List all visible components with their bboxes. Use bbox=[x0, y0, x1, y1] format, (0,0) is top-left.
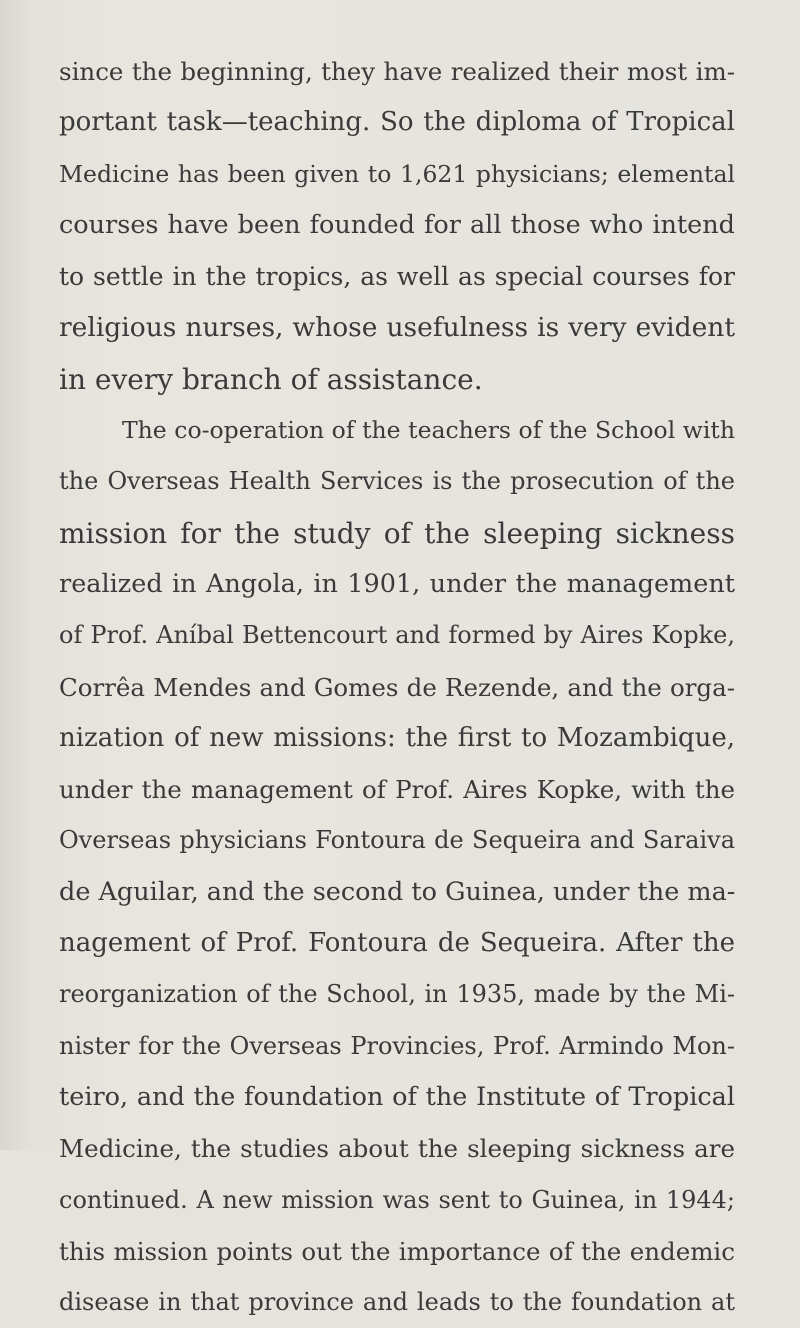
text-line: since the beginning, they have realized their most im- bbox=[59, 57, 735, 86]
text-line: nagement of Prof. Fontoura de Sequeira. After the bbox=[59, 928, 735, 959]
text-line: continued. A new mission was sent to Guinea, in 1944; bbox=[59, 1185, 735, 1214]
text-line: under the management of Prof. Aires Kopke, with the bbox=[59, 775, 735, 805]
text-line: reorganization of the School, in 1935, made by the Mi- bbox=[59, 980, 735, 1009]
text-line: portant task—teaching. So the diploma of Tropical bbox=[59, 107, 735, 138]
text-line: Overseas physicians Fontoura de Sequeira and Saraiva bbox=[59, 826, 735, 855]
text-line: Corrêa Mendes and Gomes de Rezende, and the orga- bbox=[59, 672, 735, 702]
text-line: courses have been founded for all those who intend bbox=[59, 209, 735, 240]
text-line: mission for the study of the sleeping sickness bbox=[59, 516, 735, 550]
text-line: to settle in the tropics, as well as special courses for bbox=[59, 262, 735, 292]
text-line: de Aguilar, and the second to Guinea, under the ma- bbox=[59, 876, 735, 907]
text-line: disease in that province and leads to the foundation at bbox=[59, 1288, 735, 1317]
text-line: nister for the Overseas Provincies, Prof. Armindo Mon- bbox=[59, 1031, 735, 1060]
text-line: nization of new missions: the first to Mozambique, bbox=[59, 722, 735, 753]
text-line: this mission points out the importance of the endemic bbox=[59, 1236, 735, 1266]
body-text bbox=[59, 46, 735, 1328]
text-line: in every branch of assistance. bbox=[59, 362, 483, 396]
text-line: religious nurses, whose usefulness is very evident bbox=[59, 312, 735, 344]
text-line: realized in Angola, in 1901, under the management bbox=[59, 568, 735, 599]
text-line: of Prof. Aníbal Bettencourt and formed by Aires Kopke, bbox=[59, 621, 735, 650]
text-line: Medicine, the studies about the sleeping sickness are bbox=[59, 1134, 735, 1164]
text-line: The co-operation of the teachers of the School with bbox=[122, 416, 735, 445]
text-line: Medicine has been given to 1,621 physicians; elemental bbox=[59, 159, 735, 188]
text-line: the Overseas Health Services is the prosecution of the bbox=[59, 467, 735, 496]
text-line: teiro, and the foundation of the Institute of Tropical bbox=[59, 1081, 735, 1112]
